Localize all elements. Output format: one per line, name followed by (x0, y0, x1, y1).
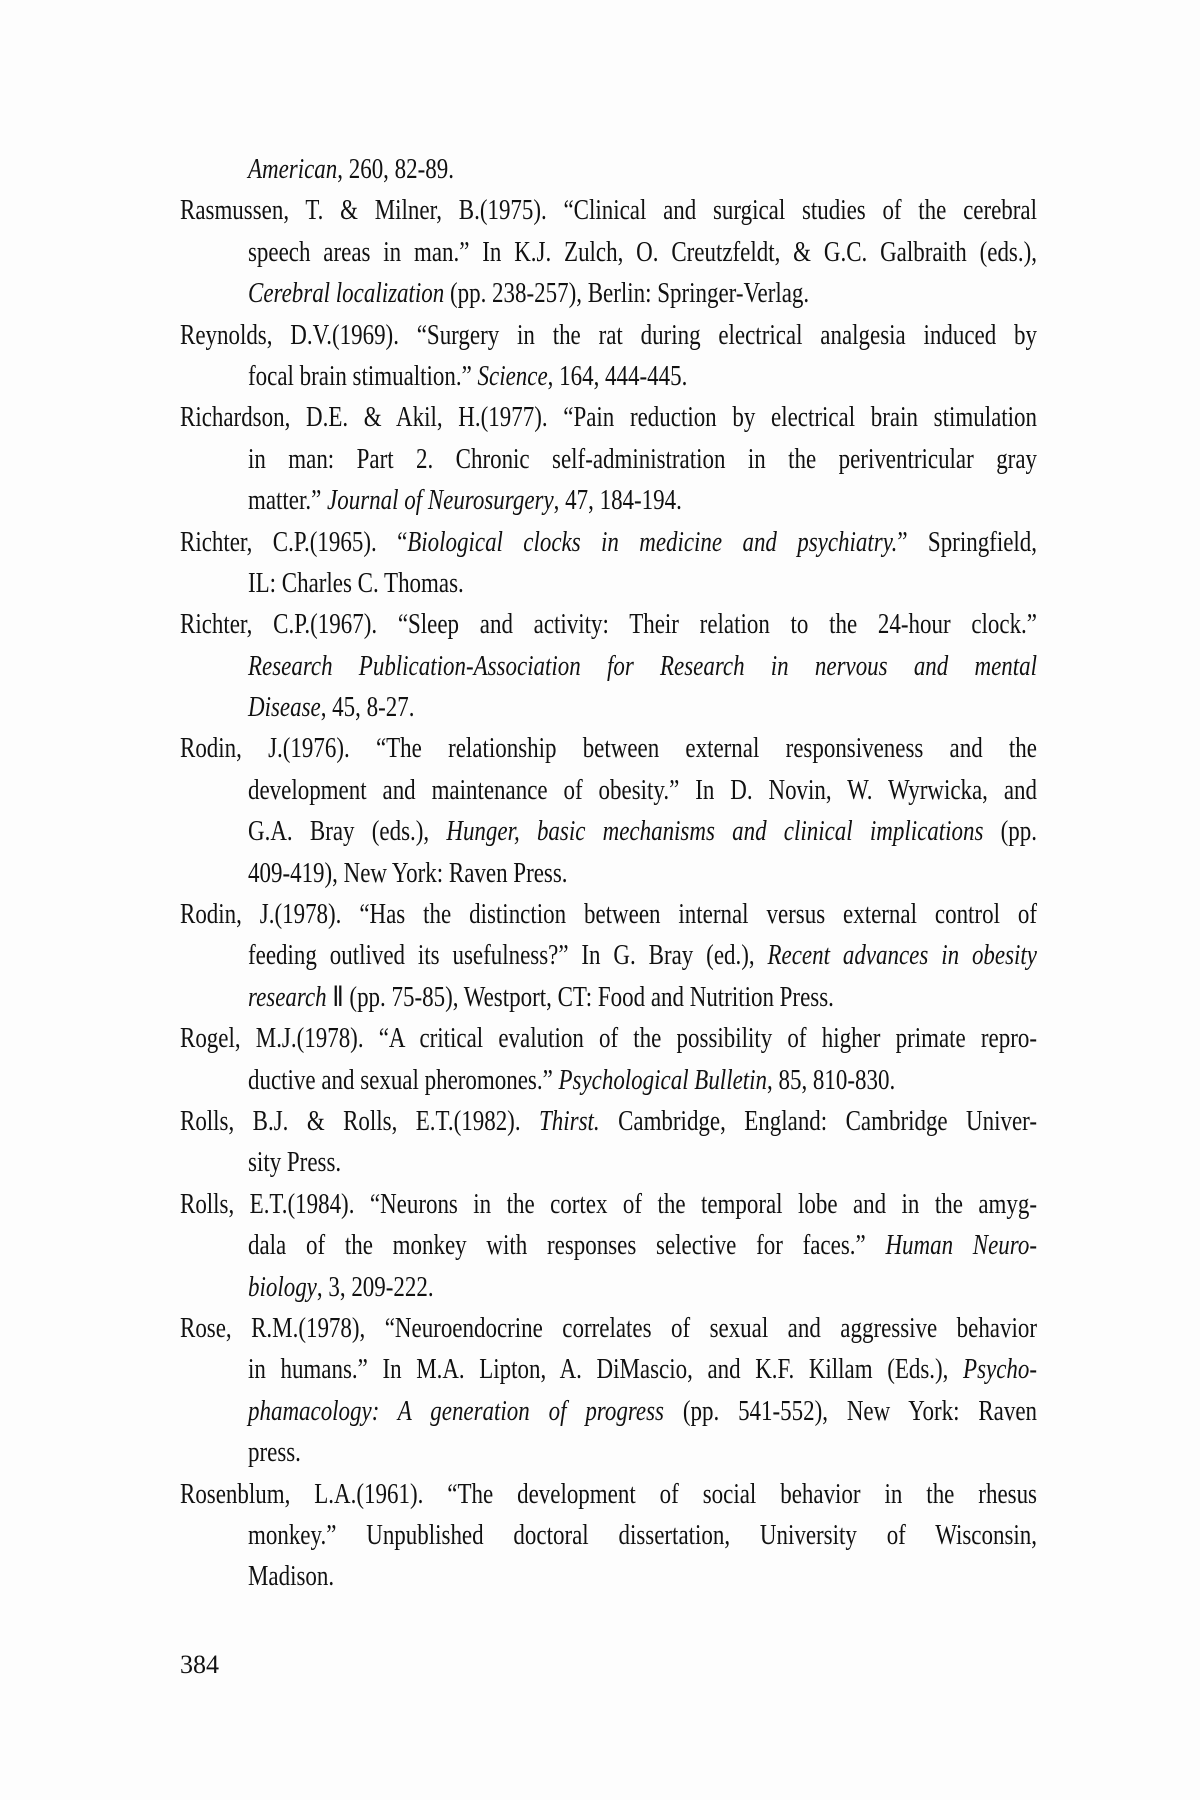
reference-line-text (248, 439, 1037, 480)
reference-line-text (248, 1267, 1037, 1308)
reference-text: Cambridge, England: Cambridge Univer- (599, 1105, 1038, 1137)
reference-text: dala of the monkey with responses selective for faces.” (248, 1230, 886, 1262)
reference-line-text (248, 1349, 1037, 1390)
reference-text: ductive and sexual pheromones.” (248, 1064, 559, 1096)
reference-text: focal brain stimualtion.” (248, 360, 478, 392)
reference-entry (180, 728, 1037, 894)
reference-text: IL: Charles C. Thomas. (248, 567, 464, 599)
italic-title: phamacology: A generation of progress (248, 1395, 664, 1427)
reference-text: (pp. (983, 816, 1038, 848)
reference-line (180, 315, 1037, 356)
reference-text: G.A. Bray (eds.), (248, 816, 447, 848)
reference-entry (180, 1474, 1037, 1598)
italic-title: Science (477, 360, 548, 392)
reference-line-text (248, 1515, 1037, 1556)
reference-line-text (248, 853, 1037, 894)
reference-line (180, 563, 1037, 604)
reference-line-text (180, 1474, 1037, 1515)
reference-entry (180, 1308, 1037, 1474)
reference-line-text (248, 356, 1037, 397)
reference-line-text (248, 273, 1037, 314)
italic-title: Research Publication-Association for Research in nervous and mental (248, 650, 1037, 682)
reference-line-text (248, 232, 1037, 273)
reference-line-text (180, 1184, 1037, 1225)
reference-text: in humans.” In M.A. Lipton, A. DiMascio, and K.F. Killam (Eds.), (248, 1354, 964, 1386)
reference-text: Rodin, J.(1978). “Has the distinction between internal versus external control of (180, 899, 1037, 931)
reference-text: feeding outlived its usefulness?” In G. Bray (ed.), (248, 940, 768, 972)
reference-line-text (180, 1101, 1037, 1142)
reference-line-text (248, 1391, 1037, 1432)
italic-title: Cerebral localization (248, 278, 445, 310)
italic-title: Biological clocks in medicine and psychiatry. (407, 526, 898, 558)
reference-line-text (180, 728, 1037, 769)
italic-title: Psychological Bulletin (558, 1064, 768, 1096)
reference-line-text (180, 1308, 1037, 1349)
reference-text: Rosenblum, L.A.(1961). “The development of social behavior in the rhesus (180, 1478, 1037, 1510)
reference-text: Rogel, M.J.(1978). “A critical evalution of the possibility of higher primate repro- (180, 1023, 1037, 1055)
reference-line (180, 646, 1037, 687)
reference-entry (180, 894, 1037, 1018)
reference-text: (pp. 541-552), New York: Raven (663, 1395, 1037, 1427)
reference-line (180, 397, 1037, 438)
page-number: 384 (180, 1650, 219, 1679)
italic-title: biology (248, 1271, 317, 1303)
reference-line (180, 439, 1037, 480)
reference-line (180, 1515, 1037, 1556)
reference-line (180, 853, 1037, 894)
reference-line-text (248, 149, 1037, 190)
reference-text: ” Springfield, (897, 526, 1037, 558)
reference-text: Richardson, D.E. & Akil, H.(1977). “Pain reduction by electrical brain stimulation (180, 402, 1037, 434)
reference-text: , 47, 184-194. (553, 485, 682, 517)
reference-line (180, 1308, 1037, 1349)
reference-line-text (248, 480, 1037, 521)
reference-text: matter.” (248, 485, 328, 517)
reference-line (180, 1556, 1037, 1597)
reference-line-text (180, 522, 1037, 563)
reference-line-text (248, 1556, 1037, 1597)
reference-line (180, 1391, 1037, 1432)
reference-line-text (180, 397, 1037, 438)
reference-text: , 45, 8-27. (320, 692, 415, 724)
reference-entry (180, 1101, 1037, 1184)
reference-text: speech areas in man.” In K.J. Zulch, O. Creutzfeldt, & G.C. Galbraith (eds.), (248, 236, 1037, 268)
reference-line (180, 935, 1037, 976)
reference-line (180, 149, 1037, 190)
reference-text: Richter, C.P.(1967). “Sleep and activity: Their relation to the 24-hour clock.” (180, 609, 1037, 641)
reference-line (180, 522, 1037, 563)
reference-line (180, 728, 1037, 769)
reference-line (180, 604, 1037, 645)
reference-line (180, 356, 1037, 397)
reference-line (180, 273, 1037, 314)
reference-entry (180, 190, 1037, 314)
reference-entry (180, 604, 1037, 728)
reference-text: Ⅱ (pp. 75-85), Westport, CT: Food and Nutrition Press. (326, 981, 834, 1013)
reference-line (180, 1225, 1037, 1266)
reference-line-text (248, 1225, 1037, 1266)
reference-line-text (248, 770, 1037, 811)
reference-entry (180, 1184, 1037, 1308)
reference-line (180, 232, 1037, 273)
reference-line (180, 977, 1037, 1018)
italic-title: Thirst. (539, 1105, 600, 1137)
reference-entry (180, 315, 1037, 398)
reference-line (180, 1060, 1037, 1101)
italic-title: Recent advances in obesity (767, 940, 1037, 972)
reference-text: monkey.” Unpublished doctoral dissertation, University of Wisconsin, (248, 1519, 1037, 1551)
reference-text: press. (248, 1437, 301, 1469)
italic-title: Psycho- (963, 1354, 1037, 1386)
reference-line-text (180, 190, 1037, 231)
reference-line (180, 1349, 1037, 1390)
reference-entry (180, 1018, 1037, 1101)
reference-text: , 164, 444-445. (547, 360, 688, 392)
reference-line (180, 770, 1037, 811)
italic-title: Human Neuro- (885, 1230, 1038, 1262)
reference-text: Rolls, B.J. & Rolls, E.T.(1982). (180, 1105, 540, 1137)
reference-line-text (180, 1018, 1037, 1059)
reference-text: Rodin, J.(1976). “The relationship between external responsiveness and the (180, 733, 1037, 765)
reference-entry (180, 397, 1037, 521)
reference-line (180, 1101, 1037, 1142)
reference-line-text (180, 894, 1037, 935)
reference-text: Rose, R.M.(1978), “Neuroendocrine correlates of sexual and aggressive behavior (180, 1312, 1037, 1344)
reference-text: , 260, 82-89. (337, 154, 454, 185)
italic-title: Hunger, basic mechanisms and clinical implications (446, 816, 984, 848)
reference-line (180, 480, 1037, 521)
reference-line (180, 1267, 1037, 1308)
reference-line (180, 190, 1037, 231)
reference-line-text (248, 935, 1037, 976)
reference-line-text (180, 315, 1037, 356)
reference-line-text (248, 1432, 1037, 1473)
reference-line (180, 811, 1037, 852)
reference-line (180, 687, 1037, 728)
reference-line-text (248, 811, 1037, 852)
reference-text: development and maintenance of obesity.” In D. Novin, W. Wyrwicka, and (248, 774, 1037, 806)
reference-line-text (248, 646, 1037, 687)
italic-title: Journal of Neurosurgery (327, 485, 554, 517)
reference-text: sity Press. (248, 1147, 342, 1179)
reference-text: , 3, 209-222. (316, 1271, 434, 1303)
reference-text: in man: Part 2. Chronic self-administration in the periventricular gray (248, 443, 1037, 475)
reference-list (180, 149, 1037, 1598)
reference-entry (180, 522, 1037, 605)
reference-line-text (248, 563, 1037, 604)
reference-line (180, 1474, 1037, 1515)
reference-line-text (248, 1142, 1037, 1183)
reference-line-text (248, 1060, 1037, 1101)
reference-line (180, 1184, 1037, 1225)
reference-text: Rolls, E.T.(1984). “Neurons in the cortex of the temporal lobe and in the amyg- (180, 1188, 1037, 1220)
reference-line (180, 894, 1037, 935)
reference-text: 409-419), New York: Raven Press. (248, 857, 568, 889)
reference-text: Richter, C.P.(1965). “ (180, 526, 408, 558)
reference-line (180, 1018, 1037, 1059)
italic-title: research (248, 981, 327, 1013)
reference-line (180, 1142, 1037, 1183)
reference-line-text (248, 977, 1037, 1018)
reference-text: (pp. 238-257), Berlin: Springer-Verlag. (444, 278, 810, 310)
reference-text: , 85, 810-830. (767, 1064, 896, 1096)
italic-title: American (248, 154, 338, 185)
reference-text: Reynolds, D.V.(1969). “Surgery in the rat during electrical analgesia induced by (180, 319, 1037, 351)
reference-line-text (180, 604, 1037, 645)
reference-line-text (248, 687, 1037, 728)
reference-line (180, 1432, 1037, 1473)
reference-text: Rasmussen, T. & Milner, B.(1975). “Clinical and surgical studies of the cerebral (180, 195, 1037, 227)
reference-entry (180, 149, 1037, 190)
reference-text: Madison. (248, 1561, 335, 1593)
italic-title: Disease (248, 692, 321, 724)
